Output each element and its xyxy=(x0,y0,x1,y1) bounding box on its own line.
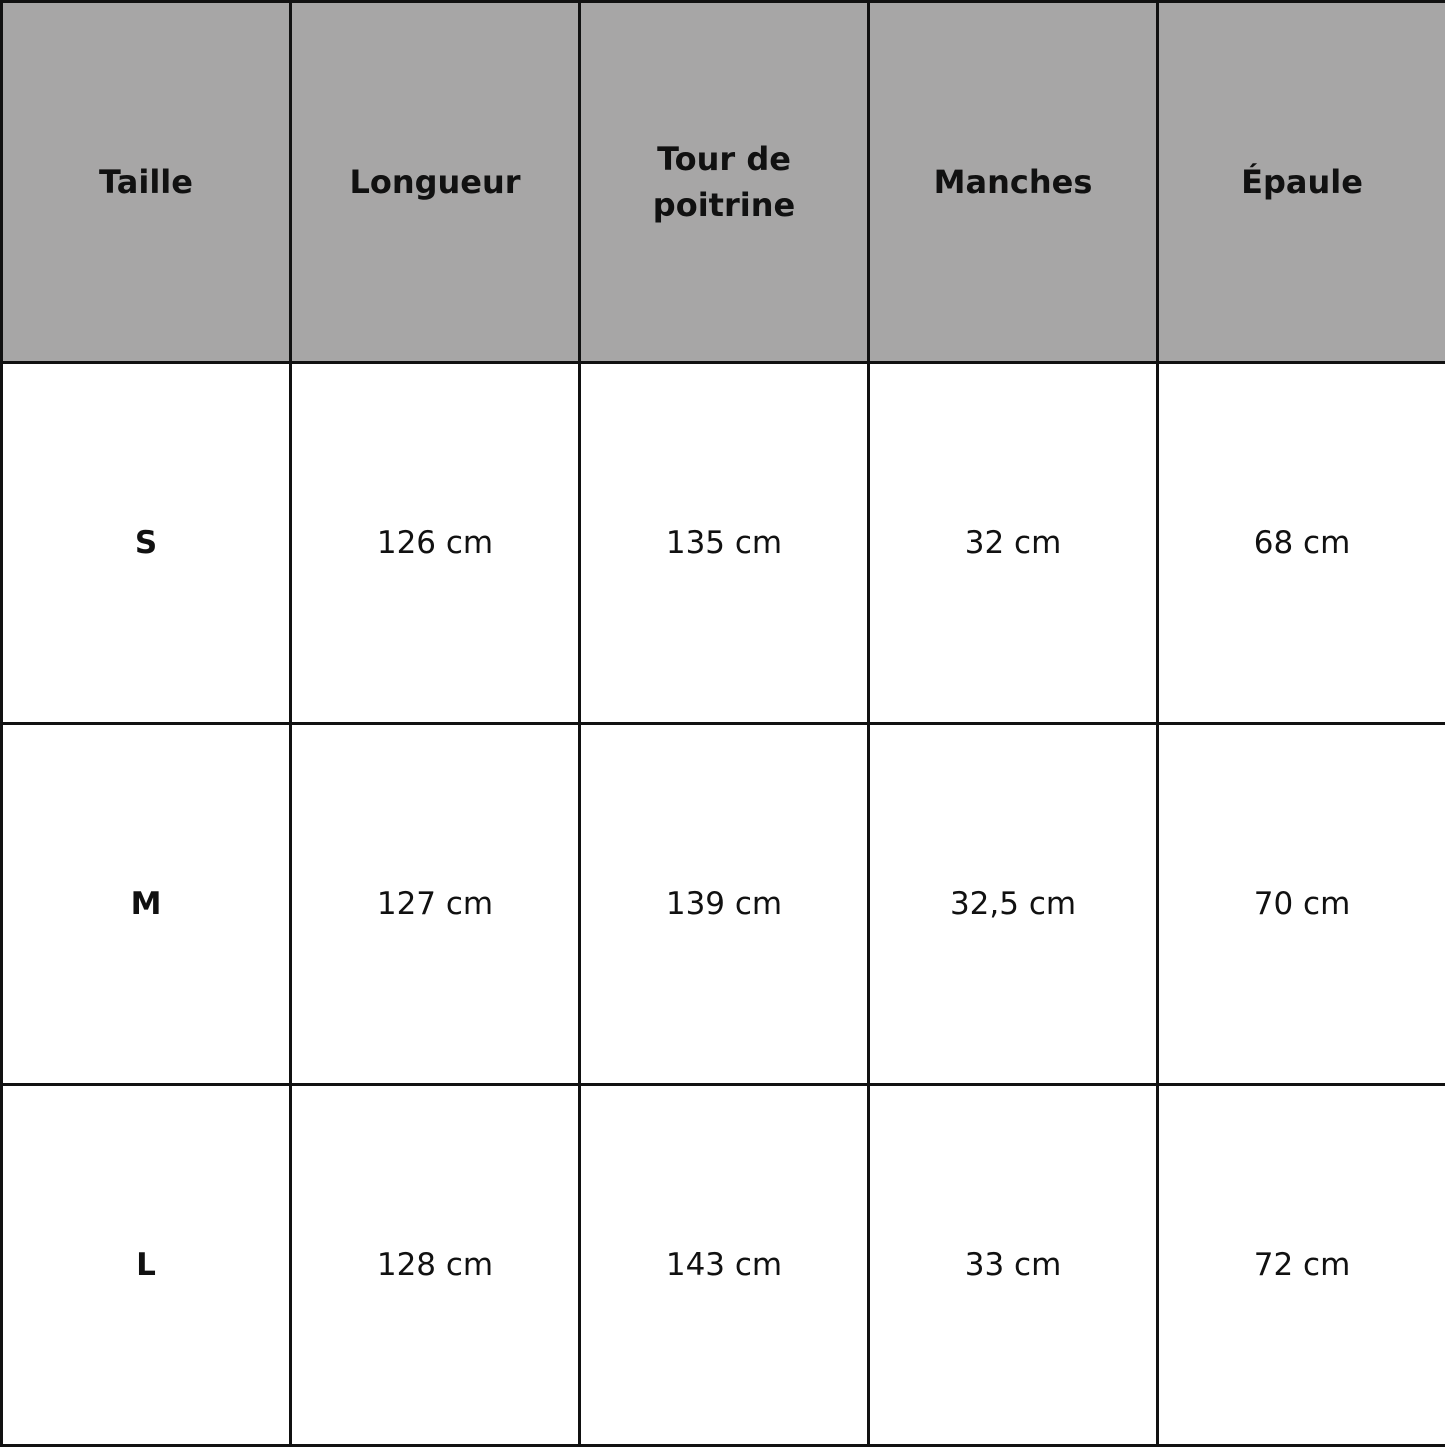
header-cell-epaule: Épaule xyxy=(1158,2,1445,363)
manches-cell: 32 cm xyxy=(869,363,1158,724)
size-label-cell: L xyxy=(2,1085,291,1446)
table-row xyxy=(2,724,1445,1085)
tour-de-poitrine-cell: 143 cm xyxy=(580,1085,869,1446)
size-label-cell: S xyxy=(2,363,291,724)
header-cell-taille: Taille xyxy=(2,2,291,363)
header-row xyxy=(2,2,1445,363)
manches-cell: 33 cm xyxy=(869,1085,1158,1446)
size-label-cell: M xyxy=(2,724,291,1085)
tour-de-poitrine-cell: 135 cm xyxy=(580,363,869,724)
table-row xyxy=(2,363,1445,724)
epaule-cell: 70 cm xyxy=(1158,724,1445,1085)
epaule-cell: 68 cm xyxy=(1158,363,1445,724)
longueur-cell: 128 cm xyxy=(291,1085,580,1446)
tour-de-poitrine-cell: 139 cm xyxy=(580,724,869,1085)
header-cell-longueur: Longueur xyxy=(291,2,580,363)
manches-cell: 32,5 cm xyxy=(869,724,1158,1085)
table-body xyxy=(2,363,1445,1446)
table-row xyxy=(2,1085,1445,1446)
longueur-cell: 127 cm xyxy=(291,724,580,1085)
epaule-cell: 72 cm xyxy=(1158,1085,1445,1446)
table-header xyxy=(2,2,1445,363)
header-cell-manches: Manches xyxy=(869,2,1158,363)
header-cell-tour-de-poitrine: Tour de poitrine xyxy=(580,2,869,363)
longueur-cell: 126 cm xyxy=(291,363,580,724)
